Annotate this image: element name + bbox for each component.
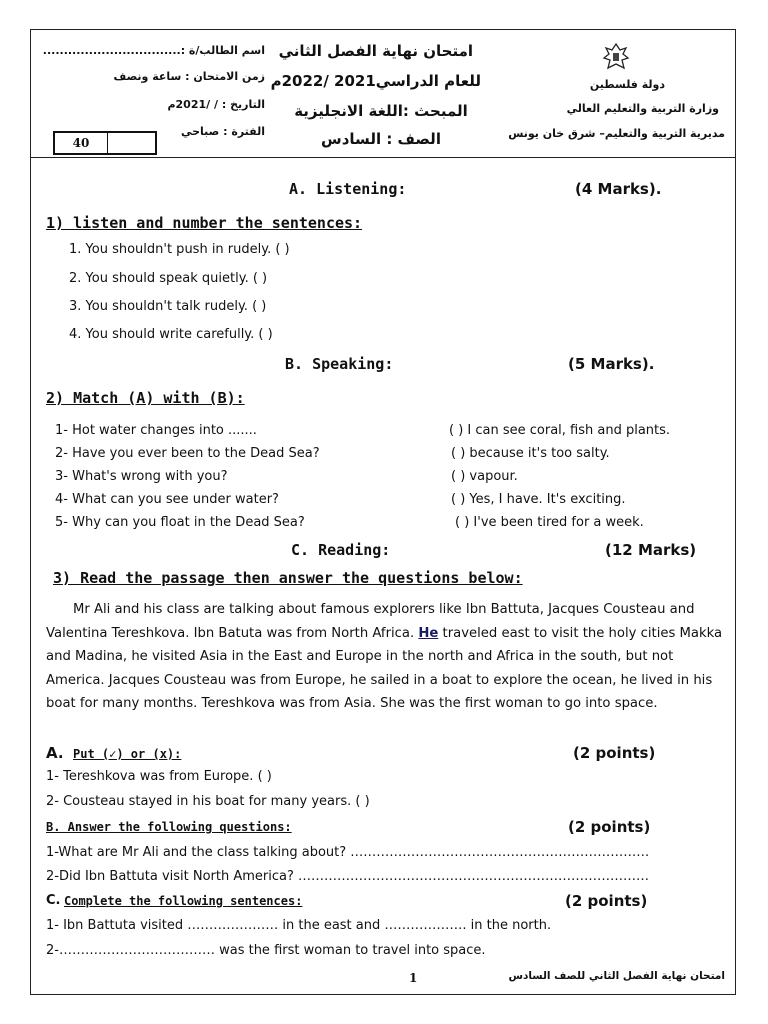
listening-item: 2. You should speak quietly. ( ) <box>69 271 268 286</box>
listening-item: 4. You should write carefully. ( ) <box>69 327 273 342</box>
exam-title: امتحان نهاية الفصل الثاني <box>278 42 473 60</box>
section-a-marks: (4 Marks). <box>575 180 662 198</box>
match-left-item: 3- What's wrong with you? <box>55 469 228 484</box>
question-item: 1-What are Mr Ali and the class talking about? …………………………………………………………… <box>46 845 650 860</box>
exam-date: التاريخ : / /2021م <box>167 98 265 111</box>
part-a-title: Put (✓) or (x): <box>73 747 182 761</box>
passage-text: Mr Ali and his class are talking about famous explorers like Ibn Battuta, Jacques Cousteau and Valentina Tereshkova. Ibn Batuta was from North Africa. <box>46 602 695 641</box>
part-c-label: C. <box>46 893 61 908</box>
header-divider <box>31 157 735 158</box>
country-name: دولة فلسطين <box>589 78 665 91</box>
total-score: 40 <box>55 133 108 153</box>
grade: الصف : السادس <box>321 130 441 148</box>
match-right-item: ( ) because it's too salty. <box>451 446 610 461</box>
true-false-item: 2- Cousteau stayed in his boat for many years. ( ) <box>46 794 370 809</box>
directorate-name: مديرية التربية والتعليم– شرق خان يونس <box>508 127 725 140</box>
exam-page <box>30 29 736 995</box>
match-right-item: ( ) I can see coral, fish and plants. <box>449 423 671 438</box>
subject: المبحث :اللغة الانجليزية <box>294 102 468 120</box>
footer-exam-label: امتحان نهاية الفصل الثاني للصف السادس <box>508 970 725 982</box>
listening-item: 3. You shouldn't talk rudely. ( ) <box>69 299 267 314</box>
complete-item: 1- Ibn Battuta visited ………………… in the east and ………………. in the north. <box>46 918 552 933</box>
exam-period: الفترة : صباحي <box>180 125 265 138</box>
score-box <box>53 131 157 155</box>
academic-year: للعام الدراسي2021 /2022م <box>270 72 481 90</box>
section-b-title: B. Speaking: <box>285 355 394 373</box>
complete-item: 2-……………………………… was the first woman to travel into space. <box>46 943 486 958</box>
question-item: 2-Did Ibn Battuta visit North America? ……………………………………………………………………… <box>46 869 650 884</box>
part-b-points: (2 points) <box>568 818 651 836</box>
part-a-points: (2 points) <box>573 744 656 762</box>
part-a-label: A. <box>46 744 64 762</box>
part-c-points: (2 points) <box>565 892 648 910</box>
page-number: 1 <box>409 971 418 985</box>
section-a-title: A. Listening: <box>289 180 407 198</box>
passage-text: traveled east to visit the holy cities Makka and Madina, he visited Asia in the East and Europe in the north and Africa in the south, but not America. Jacques Cousteau was from Europe, he sailed in a boat to explore the ocean, he lived in his boat for many months. Tereshkova was from Asia. She was the first woman to go into space. <box>46 625 723 711</box>
match-right-item: ( ) vapour. <box>451 469 518 484</box>
match-left-item: 4- What can you see under water? <box>55 492 279 507</box>
part-c-title: Complete the following sentences: <box>64 894 303 908</box>
part-b-title: B. Answer the following questions: <box>46 820 292 834</box>
match-left-item: 1- Hot water changes into ....... <box>55 423 257 438</box>
student-name-field: اسم الطالب/ة :................................. <box>42 44 265 57</box>
exam-time: زمن الامتحان : ساعة ونصف <box>113 70 265 83</box>
match-right-item: ( ) Yes, I have. It's exciting. <box>451 492 626 507</box>
score-blank <box>108 133 155 153</box>
true-false-item: 1- Tereshkova was from Europe. ( ) <box>46 769 272 784</box>
section-b-marks: (5 Marks). <box>568 355 655 373</box>
ministry-name: وزارة التربية والتعليم العالي <box>566 102 719 115</box>
question-1-title: 1) listen and number the sentences: <box>46 214 363 232</box>
match-left-item: 2- Have you ever been to the Dead Sea? <box>55 446 320 461</box>
palestine-emblem-icon <box>602 42 630 72</box>
reading-passage <box>46 598 726 716</box>
passage-pronoun-he: He <box>418 625 439 641</box>
section-c-title: C. Reading: <box>291 541 391 559</box>
section-c-marks: (12 Marks) <box>605 541 697 559</box>
listening-item: 1. You shouldn't push in rudely. ( ) <box>69 242 290 257</box>
question-3-title: 3) Read the passage then answer the questions below: <box>53 569 523 587</box>
match-left-item: 5- Why can you float in the Dead Sea? <box>55 515 305 530</box>
question-2-title: 2) Match (A) with (B): <box>46 389 245 407</box>
match-right-item: ( ) I've been tired for a week. <box>455 515 644 530</box>
